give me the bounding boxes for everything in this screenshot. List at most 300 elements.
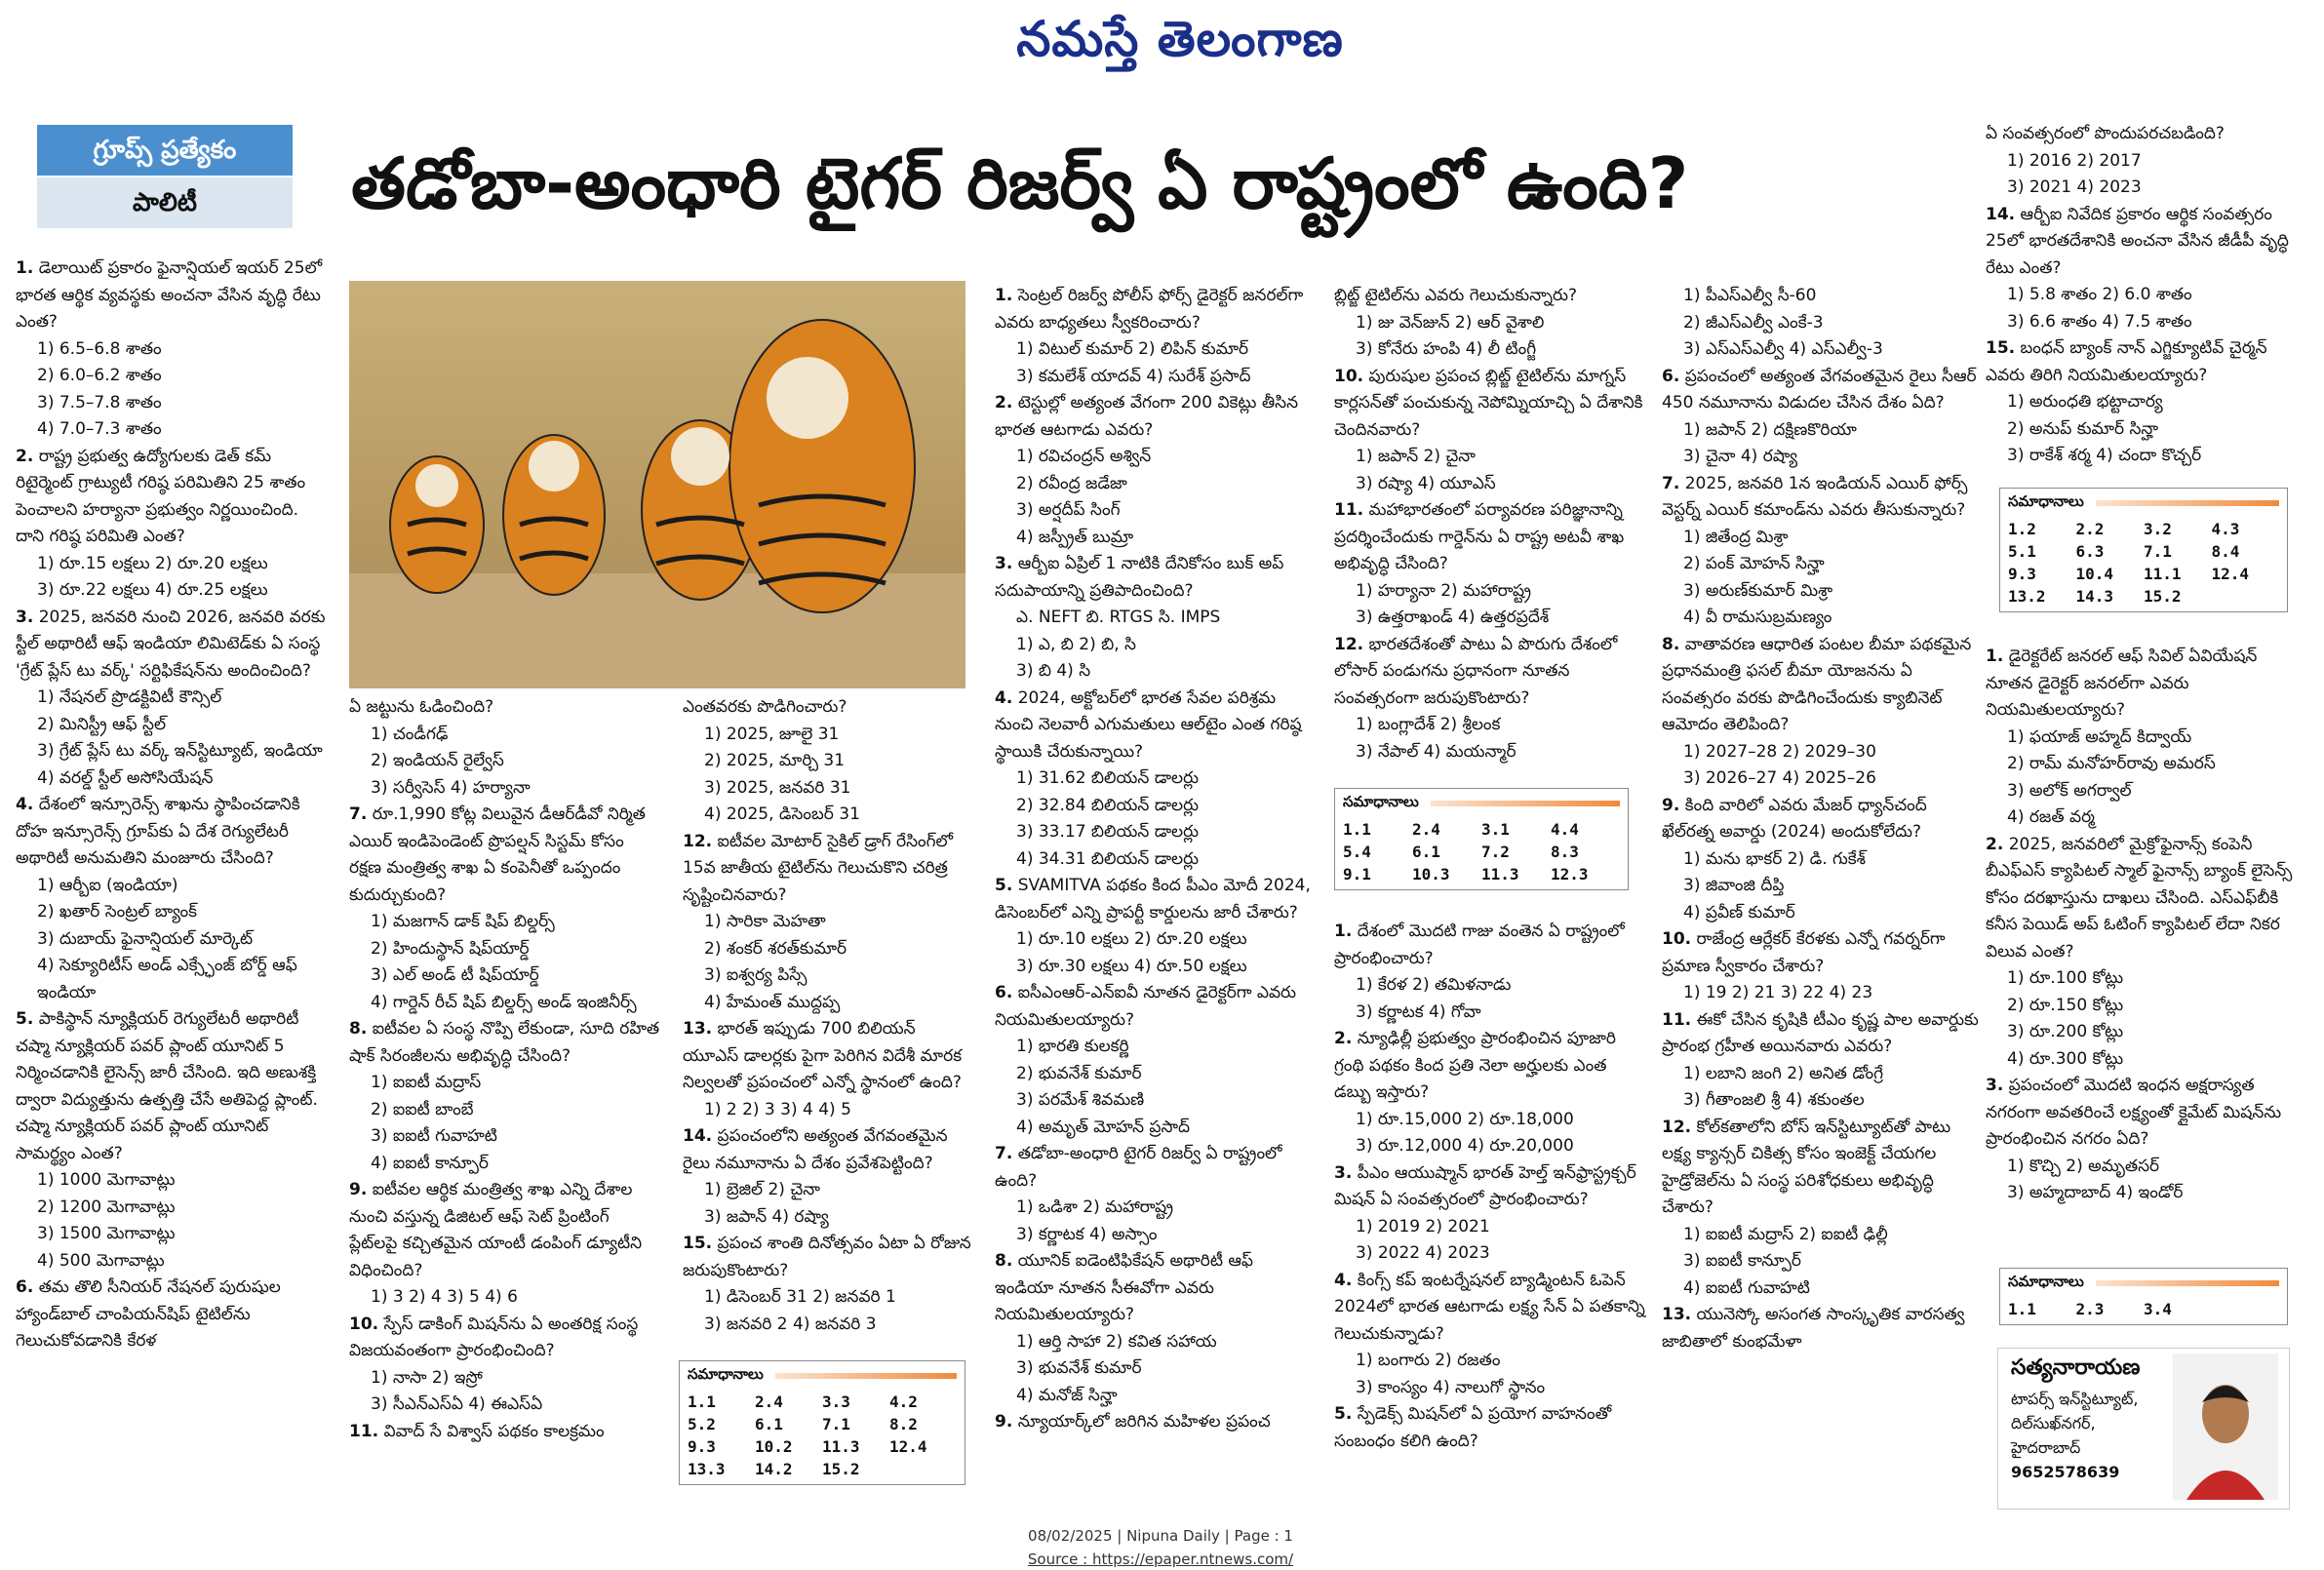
option: 1) ఐఐటీ మద్రాస్ xyxy=(371,1073,482,1092)
option: 1) జితేంద్ర మిశ్రా xyxy=(1683,527,1789,547)
answer-item: 1.2 xyxy=(2008,520,2036,538)
column-5b xyxy=(1334,919,1646,1513)
question-number: 6. xyxy=(16,1277,34,1297)
question-text: వాతావరణ ఆధారిత పంటల బీమా పథకమైన ప్రధానమంత్రి ఫసల్ బీమా యోజనను ఏ సంవత్సరం వరకు పొడిగించేందుకు క్యాబినెట్ ఆమోదం తెలిపింది? xyxy=(1662,634,1972,734)
column-6 xyxy=(1662,283,1984,1513)
author-photo xyxy=(2173,1354,2278,1500)
answer-item: 12.4 xyxy=(2211,565,2250,583)
tigers-photo xyxy=(349,281,965,688)
option: 2) శంకర్ శరత్‌కుమార్ xyxy=(704,938,847,959)
question-number: 13. xyxy=(683,1019,713,1039)
option: 1) జు వెన్‌జున్ 2) ఆర్ వైశాలి xyxy=(1356,312,1545,333)
question-text: డెలాయిట్ ప్రకారం ఫైనాన్షియల్ ఇయర్ 25లో భారత ఆర్థిక వ్యవస్థకు అంచనా వేసిన వృద్ధి రేటు ఎంత? xyxy=(16,258,323,332)
answers-title: సమాధానాలు xyxy=(2008,492,2084,510)
question xyxy=(1662,1007,1984,1061)
answer-item: 6.3 xyxy=(2075,542,2105,561)
question-text: స్పేస్ డాకింగ్ మిషన్‌ను ఏ అంతరిక్ష సంస్థ విజయవంతంగా ప్రారంభించింది? xyxy=(349,1314,639,1360)
answer-item: 7.1 xyxy=(2144,542,2172,561)
question-number: 9. xyxy=(349,1180,368,1199)
question-number: 1. xyxy=(995,286,1013,305)
question-number: 11. xyxy=(1334,500,1364,520)
question xyxy=(16,1275,328,1355)
question-text: న్యూయార్క్‌లో జరిగిన మహిళల ప్రపంచ xyxy=(1017,1412,1271,1432)
answer-item: 5.4 xyxy=(1343,843,1371,861)
question-continuation: ఏ జట్టును ఓడించింది? xyxy=(349,697,494,717)
option: 1) ఐఐటీ మద్రాస్ 2) ఐఐటీ ఢిల్లీ xyxy=(1683,1224,1888,1244)
question-text: టెస్టుల్లో అత్యంత వేగంగా 200 వికెట్లు తీసిన భారత ఆటగాడు ఎవరు? xyxy=(995,393,1299,440)
option: 1) రూ.10 లక్షలు 2) రూ.20 లక్షలు xyxy=(1016,929,1247,949)
option: 1) నాసా 2) ఇస్రో xyxy=(371,1367,483,1388)
option: 3) దుబాయ్ ఫైనాన్షియల్ మార్కెట్ xyxy=(37,928,254,949)
question xyxy=(995,390,1317,444)
question-continuation: ఎంతవరకు పొడిగించారు? xyxy=(683,697,847,717)
option: 3) రాకేశ్ శర్మ 4) చందా కొచ్చర్ xyxy=(2007,446,2202,465)
question-number: 5. xyxy=(995,876,1013,895)
option: 3) ఎల్ అండ్ టీ షిప్‌యార్డ్ xyxy=(371,965,539,985)
question-text: రూ.1,990 కోట్ల విలువైన డీఆర్‌డీవో నిర్మిత ఎయిర్ ఇండిపెండెంట్ ప్రొపల్షన్ సిస్టమ్ కోసం రక్షణ మంత్రిత్వ శాఖ ఏ కంపెనీతో ఒప్పందం కుదుర్చుకుంది? xyxy=(349,805,646,905)
answer-item: 15.2 xyxy=(822,1460,860,1478)
answer-item: 6.1 xyxy=(755,1415,783,1433)
question xyxy=(995,1248,1317,1329)
option: 3) భువనేశ్ కుమార్ xyxy=(1016,1358,1142,1378)
question xyxy=(683,1016,975,1097)
option: 1) 2016 2) 2017 xyxy=(2007,150,2142,171)
answer-item: 9.3 xyxy=(2008,565,2036,583)
question-continuation: ఏ సంవత్సరంలో పొందుపరచబడింది? xyxy=(1986,124,2225,143)
option: 1) బంగారు 2) రజతం xyxy=(1356,1351,1501,1370)
option: 1) విటుల్ కుమార్ 2) లిపిన్ కుమార్ xyxy=(1016,339,1249,359)
question-text: డైరెక్టరేట్ జనరల్ ఆఫ్ సివిల్ ఏవియేషన్ నూతన డైరెక్టర్ జనరల్‌గా ఎవరు నియమితులయ్యారు? xyxy=(1986,647,2258,720)
option: 4) అమృత్ మోహన్ ప్రసాద్ xyxy=(1016,1117,1191,1137)
answer-item: 6.1 xyxy=(1412,843,1440,861)
option: 1) మజగాన్ డాక్ షిప్ బిల్డర్స్ xyxy=(371,912,555,931)
question xyxy=(995,1409,1317,1436)
question-text: SVAMITVA పథకం కింద పీఎం మోదీ 2024, డిసెంబర్‌లో ఎన్ని ప్రాపర్టీ కార్డులను జారీ చేశారు? xyxy=(995,876,1311,922)
question xyxy=(1986,202,2298,283)
question-number: 2. xyxy=(1986,834,2004,854)
option: 1) చండీగఢ్ xyxy=(371,724,449,744)
question-text: ఈకో చేసిన కృషికి టీఎం కృష్ణ పాల అవార్డుకు ప్రారంభ గ్రహీత అయినవారు ఎవరు? xyxy=(1662,1009,1979,1056)
question-number: 9. xyxy=(995,1412,1013,1432)
option: 3) ఐశ్వర్య పిస్సే xyxy=(704,965,807,985)
footer-source[interactable]: Source : https://epaper.ntnews.com/ xyxy=(1027,1550,1294,1568)
question xyxy=(1986,832,2298,966)
answer-item: 2.2 xyxy=(2075,520,2105,538)
option: 2) ఖతార్ సెంట్రల్ బ్యాంక్ xyxy=(37,902,198,922)
option: 2) హిందుస్థాన్ షిప్‌యార్డ్ xyxy=(371,938,530,959)
column-3 xyxy=(683,694,975,1348)
option: 4) సెక్యూరిటీస్ అండ్ ఎక్స్ఛేంజ్ బోర్డ్ ఆఫ్ ఇండియా xyxy=(37,956,297,1002)
masthead-logo: నమస్తే తెలంగాణ xyxy=(1016,10,1344,67)
option: 1) 1000 మెగావాట్లు xyxy=(37,1170,176,1190)
answer-item: 3.2 xyxy=(2144,520,2172,538)
question-text: ఐసీఎంఆర్-ఎన్ఐవీ నూతన డైరెక్టర్‌గా ఎవరు నియమితులయ్యారు? xyxy=(995,983,1297,1030)
question xyxy=(16,1006,328,1167)
answer-item: 1.1 xyxy=(2008,1300,2036,1318)
option: 1) బ్రెజిల్ 2) చైనా xyxy=(704,1180,820,1199)
question-number: 12. xyxy=(1662,1117,1692,1137)
option: 2) అనుప్ కుమార్ సిన్హా xyxy=(2007,418,2159,439)
option: 3) ఎస్ఎస్ఎల్వీ 4) ఎస్ఎల్వీ-3 xyxy=(1683,339,1883,359)
answers-title: సమాధానాలు xyxy=(1343,793,1419,810)
option: 2) భువనేశ్ కుమార్ xyxy=(1016,1063,1142,1083)
question-text: భారత్ ఇప్పుడు 700 బిలియన్ యూఎస్ డాలర్లకు పైగా పెరిగిన విదేశీ మారక నిల్వలతో ప్రపంచంలో ఎన్నో స్థానంలో ఉంది? xyxy=(683,1019,963,1092)
option: 1) బంగ్లాదేశ్ 2) శ్రీలంక xyxy=(1356,715,1501,734)
question-number: 10. xyxy=(1662,929,1692,949)
option: 4) రజత్ వర్మ xyxy=(2007,807,2095,827)
option: 3) ఐఐటీ కాన్పూర్ xyxy=(1683,1251,1801,1271)
question xyxy=(995,686,1317,766)
headline: తడోబా-అంధారి టైగర్ రిజర్వ్ ఏ రాష్ట్రంలో ఉంది? xyxy=(351,142,1689,224)
answers-box-4 xyxy=(1999,1268,2288,1325)
option: 3) 7.5–7.8 శాతం xyxy=(37,392,162,412)
question-number: 5. xyxy=(16,1009,34,1029)
option: 1) 2 2) 3 3) 4 4) 5 xyxy=(704,1099,851,1119)
question xyxy=(1334,497,1646,578)
option: 2) 6.0–6.2 శాతం xyxy=(37,366,162,385)
answer-item: 14.2 xyxy=(755,1460,793,1478)
option: 2) పంక్ మోహన్ సిన్హా xyxy=(1683,554,1825,573)
question-number: 8. xyxy=(995,1251,1013,1271)
answer-item: 2.4 xyxy=(755,1393,783,1411)
question-number: 1. xyxy=(1986,647,2004,666)
question-text: వివాద్ సే విశ్వాస్ పథకం కాలక్రమం xyxy=(383,1421,605,1441)
question-text: రాష్ట్ర ప్రభుత్వ ఉద్యోగులకు డెత్ కమ్ రిటైర్మెంట్ గ్రాట్యుటీ గరిష్ఠ పరిమితిని 25 శాతం పెంచాలని హర్యానా ప్రభుత్వం నిర్ణయించింది. దాని గరిష్ఠ పరిమితి ఎంత? xyxy=(16,446,306,546)
question-text: బంధన్ బ్యాంక్ నాన్ ఎగ్జిక్యూటివ్ చైర్మన్ ఎవరు తిరిగి నియమితులయ్యారు? xyxy=(1986,338,2267,385)
answer-item: 9.3 xyxy=(688,1437,716,1456)
column-7b xyxy=(1986,644,2298,1277)
option: 1) భారతి కులకర్ణి xyxy=(1016,1037,1129,1056)
option: 3) నేపాల్ 4) మయన్మార్ xyxy=(1356,741,1517,762)
question-text: న్యూఢిల్లీ ప్రభుత్వం ప్రారంభించిన పూజారి గ్రంథి పథకం కింద ప్రతి నెలా అర్హులకు ఎంత డబ్బు ఇస్తారు? xyxy=(1334,1029,1616,1102)
question-text: 2024, అక్టోబర్‌లో భారత సేవల పరిశ్రమ నుంచి నెలవారీ ఎగుమతులు ఆల్‌టైం ఎంత గరిష్ఠ స్థాయికి చేరుకున్నాయి? xyxy=(995,687,1302,762)
option: 3) కమలేశ్ యాదవ్ 4) సురేశ్ ప్రసాద్ xyxy=(1016,366,1251,386)
option: 1) రూ.15 లక్షలు 2) రూ.20 లక్షలు xyxy=(37,553,268,573)
option: 3) గ్రేట్ ప్లేస్ టు వర్క్ ఇన్‌స్టిట్యూట్, ఇండియా xyxy=(37,741,323,761)
column-5 xyxy=(1334,283,1646,780)
option: 1) ఎ, బి 2) బి, సి xyxy=(1016,634,1136,654)
answer-item: 13.3 xyxy=(688,1460,726,1478)
question xyxy=(1662,364,1984,417)
option: 1) హర్యానా 2) మహారాష్ట్ర xyxy=(1356,580,1532,601)
answer-item: 15.2 xyxy=(2144,587,2182,606)
option: 3) గీతాంజలి శ్రీ 4) శకుంతల xyxy=(1683,1090,1865,1110)
question-number: 2. xyxy=(1334,1029,1353,1048)
option: 2) ఇండియన్ రైల్వేస్ xyxy=(371,751,504,770)
question-text: యూనిక్ ఐడెంటిఫికేషన్ అథారిటీ ఆఫ్ ఇండియా నూతన సీఈవోగా ఎవరు నియమితులయ్యారు? xyxy=(995,1251,1253,1324)
question xyxy=(1334,632,1646,713)
question-number: 6. xyxy=(995,983,1013,1002)
option: 3) కర్ణాటక 4) అస్సాం xyxy=(1016,1224,1158,1244)
question xyxy=(349,1016,661,1070)
question xyxy=(16,255,328,336)
option: 1) కేరళ 2) తమిళనాడు xyxy=(1356,975,1512,995)
question xyxy=(349,1177,661,1284)
question xyxy=(1662,632,1984,739)
option: 4) 500 మెగావాట్లు xyxy=(37,1250,165,1271)
question-text: సెంట్రల్ రిజర్వ్ పోలీస్ ఫోర్స్ డైరెక్టర్ జనరల్‌గా ఎవరు బాధ్యతలు స్వీకరించారు? xyxy=(995,286,1304,333)
question-number: 10. xyxy=(349,1314,379,1334)
question-text: పురుషుల ప్రపంచ బ్లిట్జ్ టైటిల్‌ను మాగ్నస్ కార్లసన్‌తో పంచుకున్న నెపోమ్నియాచ్చి ఏ దేశానికి చెందినవారు? xyxy=(1334,366,1643,440)
question-number: 11. xyxy=(349,1421,379,1441)
answer-item xyxy=(2212,587,2280,606)
option: 2) జీఎస్ఎల్వీ ఎంకే-3 xyxy=(1683,312,1824,333)
option: 3) కర్ణాటక 4) గోవా xyxy=(1356,1001,1481,1022)
answer-item: 4.2 xyxy=(889,1393,918,1411)
option: 3) బి 4) సి xyxy=(1016,661,1091,681)
question-number: 2. xyxy=(16,446,34,466)
option: 2) మినిస్ట్రీ ఆఫ్ స్టీల్ xyxy=(37,714,167,734)
question-number: 1. xyxy=(1334,922,1353,941)
question-text: పాకిస్థాన్ న్యూక్లియర్ రెగ్యులేటరీ అథారిటీ చష్మా న్యూక్లియర్ పవర్ ప్లాంట్ యూనిట్ 5 నిర్మించడానికి లైసెన్స్ జారీ చేసింది. ఇది అణుశక్తి ద్వారా విద్యుత్తును ఉత్పత్తి చేసే అతిపెద్ద ప్లాంట్. చష్మా న్యూక్లియర్ పవర్ ప్లాంట్ యూనిట్ సామర్థ్యం ఎంత? xyxy=(16,1009,318,1163)
option: 1) 19 2) 21 3) 22 4) 23 xyxy=(1683,983,1873,1002)
answers-box-2 xyxy=(1334,788,1629,890)
answer-item: 5.2 xyxy=(688,1415,716,1433)
question-text: 2025, జనవరి నుంచి 2026, జనవరి వరకు స్టీల్ అథారిటీ ఆఫ్ ఇండియా లిమిటెడ్‌కు ఏ సంస్థ 'గ్రేట్ ప్లేస్ టు వర్క్' సర్టిఫికేషన్‌ను అందించింది? xyxy=(16,607,326,681)
option: 4) వీ రామసుబ్రమణ్యం xyxy=(1683,608,1832,627)
option: 3) 33.17 బిలియన్ డాలర్లు xyxy=(1016,822,1200,842)
option: 1) ఆర్బీఐ (ఇండియా) xyxy=(37,875,178,895)
option: 1) 6.5–6.8 శాతం xyxy=(37,338,162,359)
option: 1) జపాన్ 2) చైనా xyxy=(1356,447,1476,466)
option: 4) ప్రవీణ్ కుమార్ xyxy=(1683,902,1795,922)
question-text: దేశంలో ఇన్సూరెన్స్ శాఖను స్థాపించడానికి దోహ ఇన్సూరెన్స్ గ్రూప్‌కు ఏ దేశ రెగ్యులేటరీ అథారిటీ అనుమతిని మంజూరు చేసింది? xyxy=(16,795,300,868)
question xyxy=(16,605,328,686)
option: 1) 5.8 శాతం 2) 6.0 శాతం xyxy=(2007,285,2192,304)
answer-item: 4.3 xyxy=(2211,520,2240,538)
answer-item: 12.3 xyxy=(1551,865,1589,883)
question-number: 11. xyxy=(1662,1009,1692,1030)
question-text: ప్రపంచంలోని అత్యంత వేగవంతమైన రైలు నమూనాను ఏ దేశం ప్రవేశపెట్టింది? xyxy=(683,1126,948,1173)
question xyxy=(1662,1115,1984,1222)
question-number: 5. xyxy=(1334,1404,1353,1424)
question-text: ఐటీవల ఏ సంస్థ నొప్పి లేకుండా, సూది రహిత షాక్ సిరంజీలను అభివృద్ధి చేసింది? xyxy=(349,1019,660,1066)
option: 3) రష్యా 4) యూఎస్ xyxy=(1356,473,1496,493)
answer-item: 1.1 xyxy=(688,1393,716,1411)
answer-item: 10.4 xyxy=(2075,565,2114,583)
question-number: 3. xyxy=(1334,1162,1353,1183)
option: 1) అరుంధతి భట్టాచార్య xyxy=(2007,392,2163,412)
column-4 xyxy=(995,283,1317,1513)
question xyxy=(1986,644,2298,725)
option: 4) ఐఐటీ గువాహటి xyxy=(1683,1277,1810,1298)
answer-item: 9.1 xyxy=(1343,865,1371,883)
answer-item: 1.1 xyxy=(1343,820,1371,839)
option: 1) 31.62 బిలియన్ డాలర్లు xyxy=(1016,768,1200,788)
option: 1) రూ.15,000 2) రూ.18,000 xyxy=(1356,1109,1574,1129)
option: 3) రూ.200 కోట్లు xyxy=(2007,1022,2124,1041)
option: 3) రూ.22 లక్షలు 4) రూ.25 లక్షలు xyxy=(37,580,268,600)
option: 1) మను భాకర్ 2) డి. గుకేశ్ xyxy=(1683,848,1867,869)
option: 4) జస్ప్రీత్ బుమ్రా xyxy=(1016,527,1134,547)
option: 4) 7.0–7.3 శాతం xyxy=(37,419,162,439)
option: 3) ఉత్తరాఖండ్ 4) ఉత్తరప్రదేశ్ xyxy=(1356,608,1550,627)
question xyxy=(1662,926,1984,980)
subject-tag: పాలిటీ xyxy=(37,177,293,228)
answer-item: 8.4 xyxy=(2211,542,2240,561)
option: 3) 6.6 శాతం 4) 7.5 శాతం xyxy=(2007,311,2192,332)
question xyxy=(1334,919,1646,972)
question-number: 14. xyxy=(683,1126,713,1146)
answer-item: 11.3 xyxy=(822,1437,860,1456)
option: 2) 32.84 బిలియన్ డాలర్లు xyxy=(1016,795,1200,815)
option: ఎ. NEFT బి. RTGS సి. IMPS xyxy=(1016,608,1221,627)
question-text: పీఎం ఆయుష్మాన్ భారత్ హెల్త్ ఇన్‌ఫ్రాస్ట్రక్చర్ మిషన్ ఏ సంవత్సరంలో ప్రారంభించారు? xyxy=(1334,1162,1636,1209)
question-text: తమ తొలి సీనియర్ నేషనల్ పురుషుల హ్యాండ్‌బాల్ చాంపియన్‌షిప్ టైటిల్‌ను గెలుచుకోవడానికి కేరళ xyxy=(16,1277,281,1351)
option: 1) 3 2) 4 3) 5 4) 6 xyxy=(371,1287,518,1307)
question-number: 12. xyxy=(1334,634,1364,654)
question-text: కింది వారిలో ఎవరు మేజర్ ధ్యాన్‌చంద్ ఖేల్‌రత్న అవార్డు (2024) అందుకోలేదు? xyxy=(1662,795,1927,842)
option: 3) 1500 మెగావాట్లు xyxy=(37,1224,176,1243)
option: 3) ఐఐటీ గువాహటి xyxy=(371,1126,497,1146)
answers-title: సమాధానాలు xyxy=(2008,1273,2084,1290)
question xyxy=(995,283,1317,336)
question-text: దేశంలో మొదటి గాజు వంతెన ఏ రాష్ట్రంలో ప్రారంభించారు? xyxy=(1334,922,1625,968)
option: 1) పీఎస్ఎల్వీ సీ-60 xyxy=(1683,286,1817,305)
option: 3) సీఎన్ఎస్ఏ 4) ఈఎస్ఏ xyxy=(371,1394,543,1414)
answer-item xyxy=(2212,1300,2280,1318)
question xyxy=(995,873,1317,926)
option: 2) 1200 మెగావాట్లు xyxy=(37,1197,176,1217)
option: 2) రామ్ మనోహర్‌రావు అమరస్ xyxy=(2007,754,2216,773)
question-text: తడోబా-అంధారి టైగర్ రిజర్వ్ ఏ రాష్ట్రంలో ఉంది? xyxy=(995,1144,1282,1191)
answer-item: 5.1 xyxy=(2008,542,2036,561)
option: 1) సారికా మెహతా xyxy=(704,912,826,931)
answer-item: 2.4 xyxy=(1412,820,1440,839)
option: 3) జివాంజి దీప్తి xyxy=(1683,876,1785,895)
option: 3) కాంస్యం 4) నాలుగో స్థానం xyxy=(1356,1377,1546,1397)
option: 4) 2025, డిసెంబర్ 31 xyxy=(704,805,860,824)
question-text: రాజేంద్ర ఆర్లేకర్ కేరళకు ఎన్నో గవర్నర్‌గా ప్రమాణ స్వీకారం చేశారు? xyxy=(1662,929,1946,976)
question-text: ఐటీవల ఆర్థిక మంత్రిత్వ శాఖ ఎన్ని దేశాల నుంచి వస్తున్న డిజిటల్ ఆఫ్ సెట్ ప్రింటింగ్ ప్లేట్‌లపై కచ్చితమైన యాంటీ డంపింగ్ డ్యూటీని విధించింది? xyxy=(349,1180,643,1280)
question-number: 1. xyxy=(16,258,34,278)
author-info xyxy=(2011,1387,2177,1484)
question xyxy=(995,980,1317,1034)
question-number: 4. xyxy=(16,795,34,814)
question-text: ఆర్బీఐ నివేదిక ప్రకారం ఆర్థిక సంవత్సరం 25లో భారతదేశానికి అంచనా వేసిన జీడీపీ వృద్ధి రేటు ఎంత? xyxy=(1986,204,2289,278)
option: 3) 2025, జనవరి 31 xyxy=(704,777,851,798)
question xyxy=(349,1419,661,1446)
option: 1) లబాని జంగి 2) అనిత డోంగ్రే xyxy=(1683,1063,1884,1083)
question xyxy=(1334,1026,1646,1107)
author-line3: హైదరాబాద్ xyxy=(2011,1438,2081,1457)
answer-item: 12.4 xyxy=(889,1437,927,1456)
question-text: స్పేడెక్స్ మిషన్‌లో ఏ ప్రయోగ వాహనంతో సంబంధం కలిగి ఉంది? xyxy=(1334,1404,1612,1451)
option: 3) చైనా 4) రష్యా xyxy=(1683,447,1798,466)
question-number: 12. xyxy=(683,831,713,851)
option: 2) రవీంద్ర జడేజా xyxy=(1016,473,1127,493)
option: 1) 2027–28 2) 2029–30 xyxy=(1683,741,1876,762)
question-number: 4. xyxy=(995,687,1013,708)
option: 3) అలోక్ అగర్వాల్ xyxy=(2007,780,2132,801)
question-text: 2025, జనవరి 1న ఇండియన్ ఎయిర్ ఫోర్స్ వెస్టర్న్ ఎయిర్ కమాండ్‌ను ఎవరు తీసుకున్నారు? xyxy=(1662,473,1968,520)
option: 4) వరల్డ్ స్టీల్ అసోసియేషన్ xyxy=(37,767,214,788)
question-number: 7. xyxy=(995,1144,1013,1163)
question xyxy=(1334,1160,1646,1214)
option: 3) 2026–27 4) 2025–26 xyxy=(1683,768,1876,788)
option: 3) జనవరి 2 4) జనవరి 3 xyxy=(704,1314,877,1334)
answer-item: 14.3 xyxy=(2075,587,2114,606)
answer-item: 7.1 xyxy=(822,1415,850,1433)
answer-item: 10.2 xyxy=(755,1437,793,1456)
answer-item: 11.1 xyxy=(2144,565,2182,583)
question xyxy=(683,1123,975,1177)
author-phone: 9652578639 xyxy=(2011,1463,2120,1481)
question-continuation: బ్లిట్జ్ టైటిల్‌ను ఎవరు గెలుచుకున్నారు? xyxy=(1334,286,1577,305)
answer-item: 3.4 xyxy=(2144,1300,2172,1318)
answers-box-3 xyxy=(1999,488,2288,612)
question-text: భారతదేశంతో పాటు ఏ పొరుగు దేశంలో లోసార్ పండుగను ప్రధానంగా నూతన సంవత్సరంగా జరుపుకొంటారు? xyxy=(1334,634,1618,708)
question-number: 3. xyxy=(995,554,1013,573)
question xyxy=(1334,364,1646,445)
column-2 xyxy=(349,694,661,1513)
option: 4) 34.31 బిలియన్ డాలర్లు xyxy=(1016,848,1200,869)
question xyxy=(683,1231,975,1284)
option: 1) జపాన్ 2) దక్షిణకొరియా xyxy=(1683,419,1857,440)
option: 4) ఐఐటీ కాన్పూర్ xyxy=(371,1153,489,1173)
option: 2) ఐఐటీ బాంబే xyxy=(371,1099,474,1119)
option: 1) రూ.100 కోట్లు xyxy=(2007,968,2124,988)
option: 3) అరుణ్‌కుమార్ మిశ్రా xyxy=(1683,580,1833,601)
answer-item: 7.2 xyxy=(1481,843,1510,861)
option: 1) డిసెంబర్ 31 2) జనవరి 1 xyxy=(704,1287,896,1307)
question-number: 14. xyxy=(1986,204,2016,224)
option: 2) రూ.150 కోట్లు xyxy=(2007,995,2124,1015)
question xyxy=(16,792,328,873)
answer-item: 3.3 xyxy=(822,1393,850,1411)
question-text: ప్రపంచ శాంతి దినోత్సవం ఏటా ఏ రోజున జరుపుకొంటారు? xyxy=(683,1234,971,1280)
option: 3) రూ.12,000 4) రూ.20,000 xyxy=(1356,1136,1574,1156)
question-number: 8. xyxy=(1662,634,1680,654)
question-number: 3. xyxy=(1986,1076,2004,1095)
option: 4) రూ.300 కోట్లు xyxy=(2007,1048,2124,1069)
author-line2: దిల్‌సుఖ్‌నగర్, xyxy=(2011,1414,2096,1433)
question xyxy=(995,551,1317,605)
question xyxy=(1662,1302,1984,1355)
option: 1) ఆర్తి సాహా 2) కవిత సహాయ xyxy=(1016,1331,1217,1352)
question xyxy=(1334,1268,1646,1349)
question xyxy=(683,829,975,910)
question-text: మహాభారతంలో పర్యావరణ పరిజ్ఞానాన్ని ప్రదర్శించేందుకు గార్డెన్‌ను ఏ రాష్ట్ర అటవీ శాఖ అభివృద్ధి చేసింది? xyxy=(1334,500,1625,573)
question-number: 7. xyxy=(349,805,368,824)
question-number: 8. xyxy=(349,1019,368,1039)
question-number: 3. xyxy=(16,607,34,627)
question-text: ఆర్బీఐ ఏప్రిల్ 1 నాటికి దేనికోసం బుక్ అప్ సదుపాయాన్ని ప్రతిపాదించింది? xyxy=(995,554,1284,601)
question-number: 15. xyxy=(683,1234,713,1253)
question xyxy=(16,444,328,551)
question-number: 10. xyxy=(1334,366,1364,386)
question-number: 6. xyxy=(1662,366,1680,386)
question-text: ఐటీవల మోటార్ సైకిల్ డ్రాగ్ రేసింగ్‌లో 15వ జాతీయ టైటిల్‌ను గెలుచుకొని చరిత్ర సృష్టించినవారు? xyxy=(683,831,954,905)
option: 3) రూ.30 లక్షలు 4) రూ.50 లక్షలు xyxy=(1016,956,1247,976)
question xyxy=(1986,335,2298,389)
option: 1) ఫయాజ్ అహ్మద్ కిద్వాయ్ xyxy=(2007,726,2192,747)
question-text: కింగ్స్ కప్ ఇంటర్నేషనల్ బ్యాడ్మింటన్ ఓపెన్ 2024లో భారత ఆటగాడు లక్ష్య సేన్ ఏ పతకాన్ని గెలుచుకున్నాడు? xyxy=(1334,1270,1645,1344)
option: 3) సర్వీసెస్ 4) హర్యానా xyxy=(371,777,531,798)
option: 3) అర్షదీప్ సింగ్ xyxy=(1016,500,1121,520)
answers-box-1 xyxy=(679,1360,965,1485)
question xyxy=(1334,1401,1646,1455)
question-number: 9. xyxy=(1662,795,1680,815)
question-number: 4. xyxy=(1334,1270,1353,1290)
question-text: ప్రపంచంలో అత్యంత వేగవంతమైన రైలు సీఆర్ 450 నమూనాను విడుదల చేసిన దేశం ఏది? xyxy=(1662,366,1977,412)
option: 2) 2025, మార్చి 31 xyxy=(704,751,846,770)
question-text: యునెస్కో అసంగత సాంస్కృతిక వారసత్వ జాబితాలో కుంభమేళా xyxy=(1662,1305,1965,1352)
question-text: కోల్‌కతాలోని బోస్ ఇన్‌స్టిట్యూట్‌తో పాటు లక్ష్య క్యాన్సర్ చికిత్స కోసం ఇంజెక్ట్ చేయగల హైడ్రోజెల్‌ను ఏ సంస్థ పరిశోధకులు అభివృద్ధి చేశారు? xyxy=(1662,1117,1951,1217)
column-7 xyxy=(1986,121,2298,484)
question-text: 2025, జనవరిలో మైక్రోఫైనాన్స్ కంపెనీ బీఎఫ్ఎస్ క్యాపిటల్ స్మాల్ ఫైనాన్స్ బ్యాంక్ లైసెన్స్ కోసం దరఖాస్తును దాఖలు చేసింది. ఎస్ఎఫ్‌బీకి కనీస పెయిడ్ అప్ ఓటింగ్ క్యాపిటల్ లేదా నికర విలువ ఎంత? xyxy=(1986,834,2293,962)
question-number: 13. xyxy=(1662,1305,1692,1324)
